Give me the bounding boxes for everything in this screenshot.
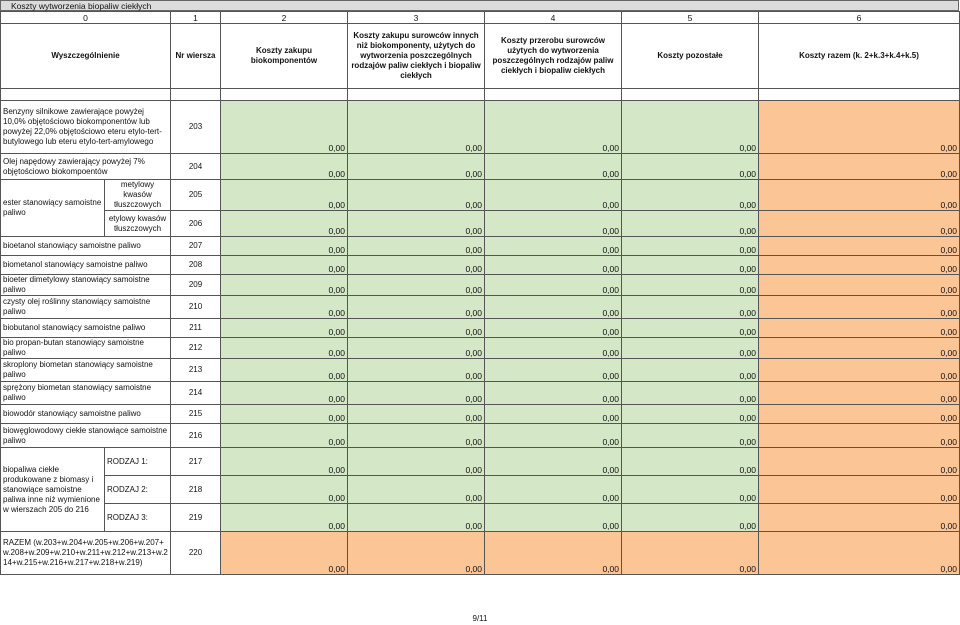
- header-processing-cost: Koszty przerobu surowców użytych do wytworzenia poszczególnych rodzajów paliw ciekłych i biopaliw ciekłych: [485, 24, 622, 89]
- total-cell: 0,00: [759, 101, 960, 154]
- col-number: 4: [485, 12, 622, 24]
- table-row: [1, 476, 960, 504]
- row-number: 215: [171, 405, 221, 424]
- total-cell: 0,00: [759, 237, 960, 256]
- row-label: RAZEM (w.203+w.204+w.205+w.206+w.207+w.208+w.209+w.210+w.211+w.212+w.213+w.214+w.215+w.216+w.217+w.218+w.219): [1, 532, 171, 575]
- row-label: biowęglowodowy ciekłe stanowiące samoistne paliwo: [1, 424, 171, 448]
- page-number: 9/11: [472, 614, 488, 623]
- row-number: 218: [171, 476, 221, 504]
- row-number: 208: [171, 256, 221, 275]
- value-cell[interactable]: 0,00: [221, 101, 348, 154]
- value-cell[interactable]: 0,00: [622, 338, 759, 359]
- header-description: Wyszczególnienie: [1, 24, 171, 89]
- table-row: [1, 237, 960, 256]
- value-cell[interactable]: 0,00: [221, 359, 348, 382]
- value-cell[interactable]: 0,00: [348, 180, 485, 211]
- row-number: 207: [171, 237, 221, 256]
- value-cell[interactable]: 0,00: [485, 476, 622, 504]
- table-row: [1, 256, 960, 275]
- value-cell[interactable]: 0,00: [622, 319, 759, 338]
- row-number: 211: [171, 319, 221, 338]
- value-cell[interactable]: 0,00: [485, 180, 622, 211]
- row-number: 220: [171, 532, 221, 575]
- table-row: [1, 338, 960, 359]
- sheet-title: Koszty wytworzenia biopaliw ciekłych: [0, 0, 959, 11]
- value-cell[interactable]: 0,00: [485, 359, 622, 382]
- value-cell[interactable]: 0,00: [221, 275, 348, 296]
- value-cell[interactable]: 0,00: [221, 338, 348, 359]
- row-number: 210: [171, 296, 221, 319]
- table-row: [1, 382, 960, 405]
- row-label: skroplony biometan stanowiący samoistne paliwo: [1, 359, 171, 382]
- value-cell[interactable]: 0,00: [485, 237, 622, 256]
- value-cell[interactable]: 0,00: [348, 237, 485, 256]
- table-row: [1, 504, 960, 532]
- group-label: ester stanowiący samoistne paliwo: [1, 180, 105, 237]
- total-cell: 0,00: [759, 476, 960, 504]
- row-label: bioetanol stanowiący samoistne paliwo: [1, 237, 171, 256]
- total-row: [1, 532, 960, 575]
- value-cell[interactable]: 0,00: [221, 476, 348, 504]
- value-cell[interactable]: 0,00: [622, 504, 759, 532]
- column-number-row: [1, 12, 960, 24]
- row-number: 214: [171, 382, 221, 405]
- value-cell[interactable]: 0,00: [622, 424, 759, 448]
- row-number: 219: [171, 504, 221, 532]
- row-number: 204: [171, 154, 221, 180]
- value-cell[interactable]: 0,00: [622, 275, 759, 296]
- value-cell[interactable]: 0,00: [485, 211, 622, 237]
- total-cell: 0,00: [759, 296, 960, 319]
- value-cell[interactable]: 0,00: [348, 338, 485, 359]
- value-cell[interactable]: 0,00: [622, 154, 759, 180]
- table-row: [1, 154, 960, 180]
- row-label: RODZAJ 1:: [105, 448, 171, 476]
- table-row: [1, 448, 960, 476]
- row-label: RODZAJ 2:: [105, 476, 171, 504]
- value-cell[interactable]: 0,00: [622, 237, 759, 256]
- col-number: 1: [171, 12, 221, 24]
- value-cell[interactable]: 0,00: [348, 405, 485, 424]
- total-cell: 0,00: [759, 211, 960, 237]
- value-cell[interactable]: 0,00: [485, 424, 622, 448]
- header-other-raw-materials-cost: Koszty zakupu surowców innych niż biokomponenty, użytych do wytworzenia poszczególnych rodzajów paliw ciekłych i biopaliw ciekłych: [348, 24, 485, 89]
- value-cell[interactable]: 0,00: [221, 448, 348, 476]
- value-cell[interactable]: 0,00: [485, 319, 622, 338]
- value-cell[interactable]: 0,00: [348, 359, 485, 382]
- row-number: 213: [171, 359, 221, 382]
- value-cell[interactable]: 0,00: [348, 504, 485, 532]
- total-cell: 0,00: [759, 319, 960, 338]
- total-cell: 0,00: [759, 180, 960, 211]
- value-cell[interactable]: 0,00: [622, 382, 759, 405]
- table-row: [1, 319, 960, 338]
- row-number: 217: [171, 448, 221, 476]
- value-cell[interactable]: 0,00: [348, 154, 485, 180]
- value-cell[interactable]: 0,00: [348, 424, 485, 448]
- total-cell: 0,00: [348, 532, 485, 575]
- value-cell[interactable]: 0,00: [348, 275, 485, 296]
- total-cell: 0,00: [759, 359, 960, 382]
- total-cell: 0,00: [759, 532, 960, 575]
- row-label: biowodór stanowiący samoistne paliwo: [1, 405, 171, 424]
- col-number: 2: [221, 12, 348, 24]
- header-row-number: Nr wiersza: [171, 24, 221, 89]
- value-cell[interactable]: 0,00: [348, 448, 485, 476]
- value-cell[interactable]: 0,00: [485, 382, 622, 405]
- table-row: [1, 180, 960, 211]
- table-row: [1, 101, 960, 154]
- value-cell[interactable]: 0,00: [348, 476, 485, 504]
- total-cell: 0,00: [759, 154, 960, 180]
- total-cell: 0,00: [759, 338, 960, 359]
- value-cell[interactable]: 0,00: [485, 154, 622, 180]
- value-cell[interactable]: 0,00: [622, 448, 759, 476]
- group-label: biopaliwa ciekłe produkowane z biomasy i stanowiące samoistne paliwa inne niż wymienione w wierszach 205 do 216: [1, 448, 105, 532]
- value-cell[interactable]: 0,00: [485, 101, 622, 154]
- value-cell[interactable]: 0,00: [221, 382, 348, 405]
- table-row: [1, 275, 960, 296]
- row-number: 216: [171, 424, 221, 448]
- col-number: 5: [622, 12, 759, 24]
- costs-table: [0, 11, 960, 575]
- table-row: [1, 211, 960, 237]
- value-cell[interactable]: 0,00: [622, 211, 759, 237]
- value-cell[interactable]: 0,00: [348, 211, 485, 237]
- row-label: biometanol stanowiący samoistne paliwo: [1, 256, 171, 275]
- total-cell: 0,00: [759, 382, 960, 405]
- header-row: [1, 24, 960, 89]
- row-label: RODZAJ 3:: [105, 504, 171, 532]
- header-biocomponents-cost: Koszty zakupu biokomponentów: [221, 24, 348, 89]
- value-cell[interactable]: 0,00: [348, 296, 485, 319]
- value-cell[interactable]: 0,00: [348, 256, 485, 275]
- value-cell[interactable]: 0,00: [348, 382, 485, 405]
- value-cell[interactable]: 0,00: [221, 504, 348, 532]
- row-label: biobutanol stanowiący samoistne paliwo: [1, 319, 171, 338]
- row-label: bio propan-butan stanowiący samoistne paliwo: [1, 338, 171, 359]
- value-cell[interactable]: 0,00: [622, 476, 759, 504]
- row-label: etylowy kwasów tłuszczowych: [105, 211, 171, 237]
- value-cell[interactable]: 0,00: [348, 101, 485, 154]
- table-row: [1, 424, 960, 448]
- table-row: [1, 296, 960, 319]
- value-cell[interactable]: 0,00: [485, 504, 622, 532]
- value-cell[interactable]: 0,00: [221, 154, 348, 180]
- value-cell[interactable]: 0,00: [485, 296, 622, 319]
- value-cell[interactable]: 0,00: [221, 256, 348, 275]
- col-number: 0: [1, 12, 171, 24]
- row-label: sprężony biometan stanowiący samoistne paliwo: [1, 382, 171, 405]
- value-cell[interactable]: 0,00: [485, 448, 622, 476]
- value-cell[interactable]: 0,00: [622, 256, 759, 275]
- row-number: 206: [171, 211, 221, 237]
- value-cell[interactable]: 0,00: [221, 296, 348, 319]
- value-cell[interactable]: 0,00: [485, 338, 622, 359]
- total-cell: 0,00: [485, 532, 622, 575]
- total-cell: 0,00: [759, 405, 960, 424]
- spacer-row: [1, 89, 960, 101]
- total-cell: 0,00: [622, 532, 759, 575]
- row-number: 212: [171, 338, 221, 359]
- value-cell[interactable]: 0,00: [221, 405, 348, 424]
- row-label: bioeter dimetylowy stanowiący samoistne paliwo: [1, 275, 171, 296]
- value-cell[interactable]: 0,00: [622, 296, 759, 319]
- col-number: 6: [759, 12, 960, 24]
- value-cell[interactable]: 0,00: [485, 405, 622, 424]
- value-cell[interactable]: 0,00: [348, 319, 485, 338]
- total-cell: 0,00: [221, 532, 348, 575]
- row-label: czysty olej roślinny stanowiący samoistne paliwo: [1, 296, 171, 319]
- value-cell[interactable]: 0,00: [221, 237, 348, 256]
- row-label: Benzyny silnikowe zawierające powyżej 10,0% objętościowo biokomponentów lub powyżej 22,0% objętościowo eteru etylo-tert-butylowego lub eteru etylo-tert-amylowego: [1, 101, 171, 154]
- table-row: [1, 405, 960, 424]
- col-number: 3: [348, 12, 485, 24]
- total-cell: 0,00: [759, 256, 960, 275]
- value-cell[interactable]: 0,00: [622, 405, 759, 424]
- total-cell: 0,00: [759, 448, 960, 476]
- value-cell[interactable]: 0,00: [221, 319, 348, 338]
- total-cell: 0,00: [759, 424, 960, 448]
- value-cell[interactable]: 0,00: [622, 180, 759, 211]
- value-cell[interactable]: 0,00: [221, 180, 348, 211]
- row-number: 205: [171, 180, 221, 211]
- total-cell: 0,00: [759, 504, 960, 532]
- row-label: Olej napędowy zawierający powyżej 7% objętościowo biokompoentów: [1, 154, 171, 180]
- value-cell[interactable]: 0,00: [485, 275, 622, 296]
- row-number: 209: [171, 275, 221, 296]
- header-total-cost: Koszty razem (k. 2+k.3+k.4+k.5): [759, 24, 960, 89]
- table-row: [1, 359, 960, 382]
- row-label: metylowy kwasów tłuszczowych: [105, 180, 171, 211]
- value-cell[interactable]: 0,00: [485, 256, 622, 275]
- row-number: 203: [171, 101, 221, 154]
- value-cell[interactable]: 0,00: [221, 211, 348, 237]
- value-cell[interactable]: 0,00: [622, 101, 759, 154]
- value-cell[interactable]: 0,00: [221, 424, 348, 448]
- header-other-cost: Koszty pozostałe: [622, 24, 759, 89]
- value-cell[interactable]: 0,00: [622, 359, 759, 382]
- total-cell: 0,00: [759, 275, 960, 296]
